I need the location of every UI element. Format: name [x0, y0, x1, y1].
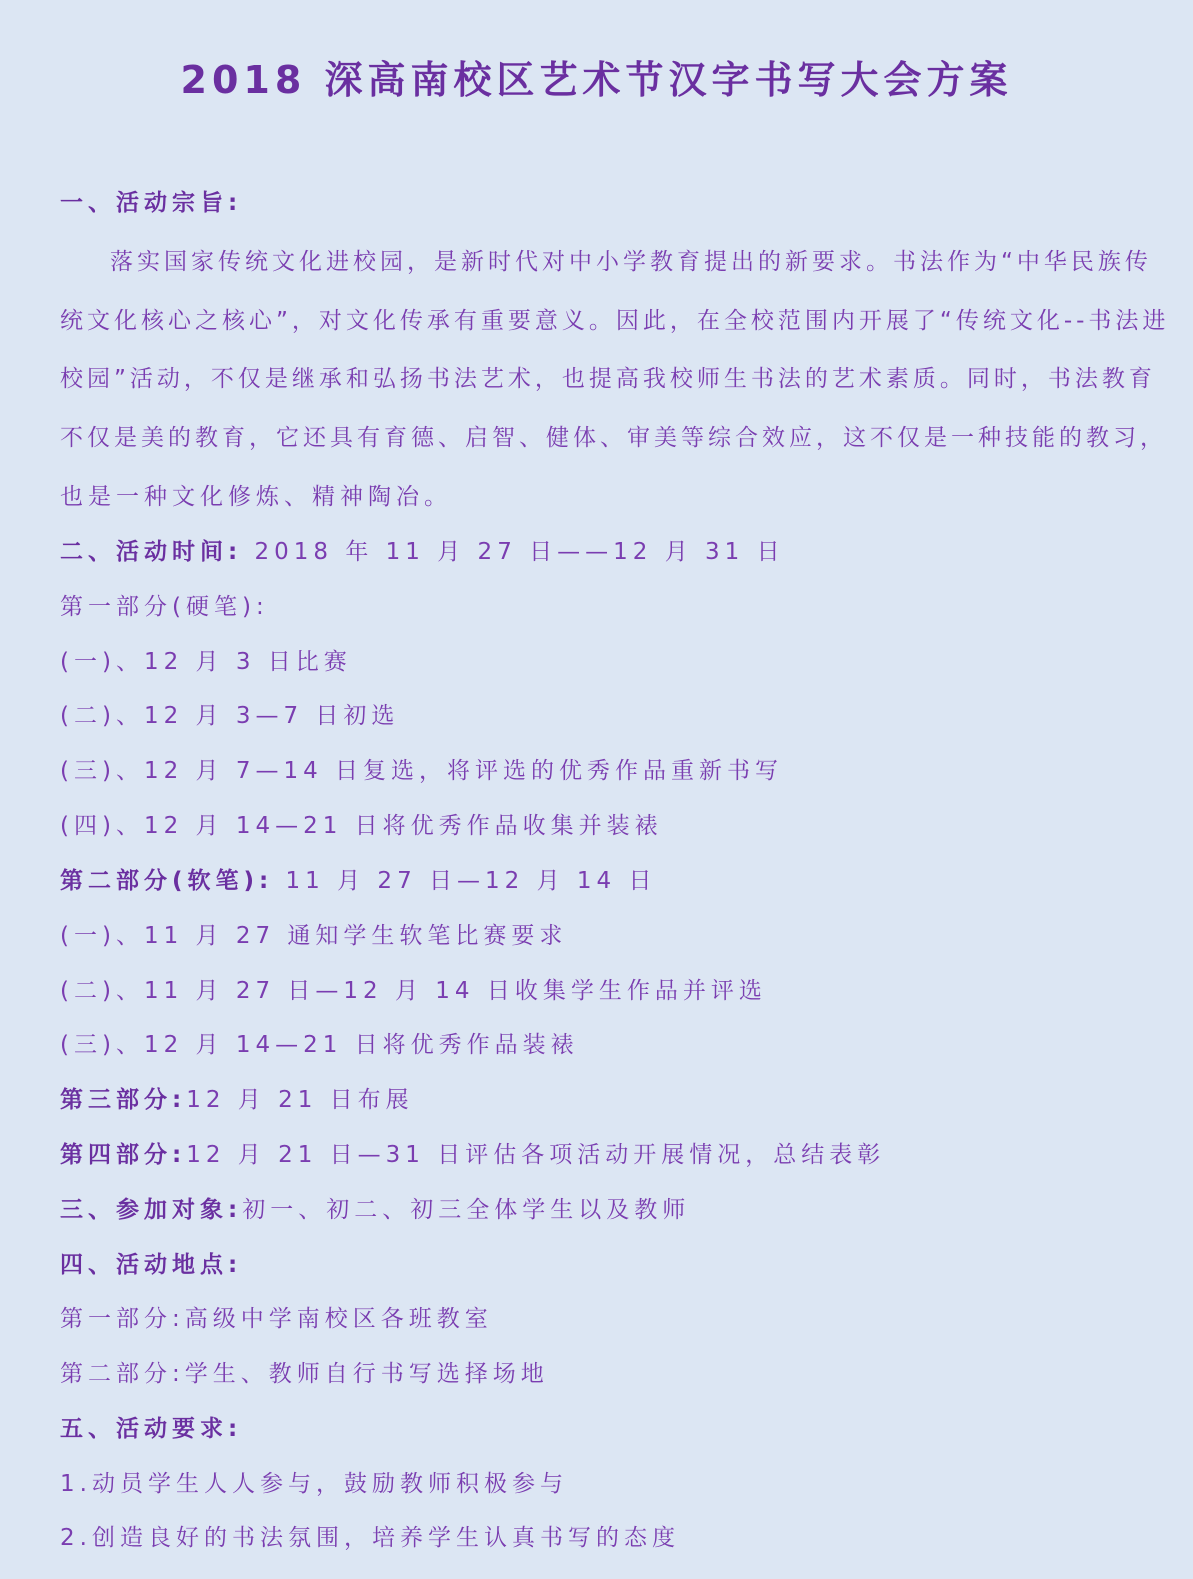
purpose-paragraph-line-5: 也是一种文化修炼、精神陶冶。: [60, 484, 452, 510]
purpose-paragraph-line-1: 落实国家传统文化进校园，是新时代对中小学教育提出的新要求。书法作为“中华民族传: [110, 249, 1152, 275]
section-participants-line: [60, 1193, 690, 1227]
part4-value: 12 月 21 日—31 日评估各项活动开展情况，总结表彰: [186, 1142, 886, 1168]
part1-item-1: (一)、12 月 3 日比赛: [60, 649, 352, 675]
purpose-paragraph-line-4: 不仅是美的教育，它还具有育德、启智、健体、审美等综合效应，这不仅是一种技能的教习，: [60, 425, 1167, 451]
purpose-paragraph-line-3: 校园”活动，不仅是继承和弘扬书法艺术，也提高我校师生书法的艺术素质。同时，书法教育: [60, 366, 1156, 392]
part2-item-3: (三)、12 月 14—21 日将优秀作品装裱: [60, 1032, 579, 1058]
part3-heading: 第三部分:: [60, 1087, 187, 1113]
section-participants-value: 初一、初二、初三全体学生以及教师: [242, 1197, 691, 1223]
part4-heading: 第四部分:: [60, 1142, 187, 1168]
part2-value: 11 月 27 日—12 月 14 日: [273, 868, 657, 894]
section-time-heading: 二、活动时间:: [60, 539, 243, 565]
section-location-heading: 四、活动地点:: [60, 1252, 243, 1278]
document-title: 2018 深高南校区艺术节汉字书写大会方案: [180, 58, 1013, 102]
section-time-value: 2018 年 11 月 27 日——12 月 31 日: [242, 539, 785, 565]
part2-heading: 第二部分(软笔):: [60, 868, 274, 894]
section-purpose-heading: 一、活动宗旨:: [60, 190, 243, 216]
section-requirements-heading: 五、活动要求:: [60, 1416, 243, 1442]
part3-line: [60, 1083, 414, 1117]
part2-item-1: (一)、11 月 27 通知学生软笔比赛要求: [60, 923, 568, 949]
part4-line: [60, 1138, 885, 1172]
purpose-paragraph-line-2: 统文化核心之核心”，对文化传承有重要意义。因此，在全校范围内开展了“传统文化--书法进: [60, 308, 1170, 334]
part2-item-2: (二)、11 月 27 日—12 月 14 日收集学生作品并评选: [60, 978, 767, 1004]
location-item-2: 第二部分:学生、教师自行书写选择场地: [60, 1361, 549, 1387]
requirement-item-2: 2.创造良好的书法氛围，培养学生认真书写的态度: [60, 1525, 680, 1551]
location-item-1: 第一部分:高级中学南校区各班教室: [60, 1306, 493, 1332]
part2-line: [60, 864, 656, 898]
part1-item-2: (二)、12 月 3—7 日初选: [60, 703, 400, 729]
part1-heading: 第一部分(硬笔):: [60, 594, 269, 620]
section-participants-heading: 三、参加对象:: [60, 1197, 243, 1223]
part3-value: 12 月 21 日布展: [186, 1087, 414, 1113]
part1-item-4: (四)、12 月 14—21 日将优秀作品收集并装裱: [60, 813, 663, 839]
requirement-item-1: 1.动员学生人人参与，鼓励教师积极参与: [60, 1471, 568, 1497]
section-time-line: [60, 535, 785, 569]
part1-item-3: (三)、12 月 7—14 日复选，将评选的优秀作品重新书写: [60, 758, 784, 784]
